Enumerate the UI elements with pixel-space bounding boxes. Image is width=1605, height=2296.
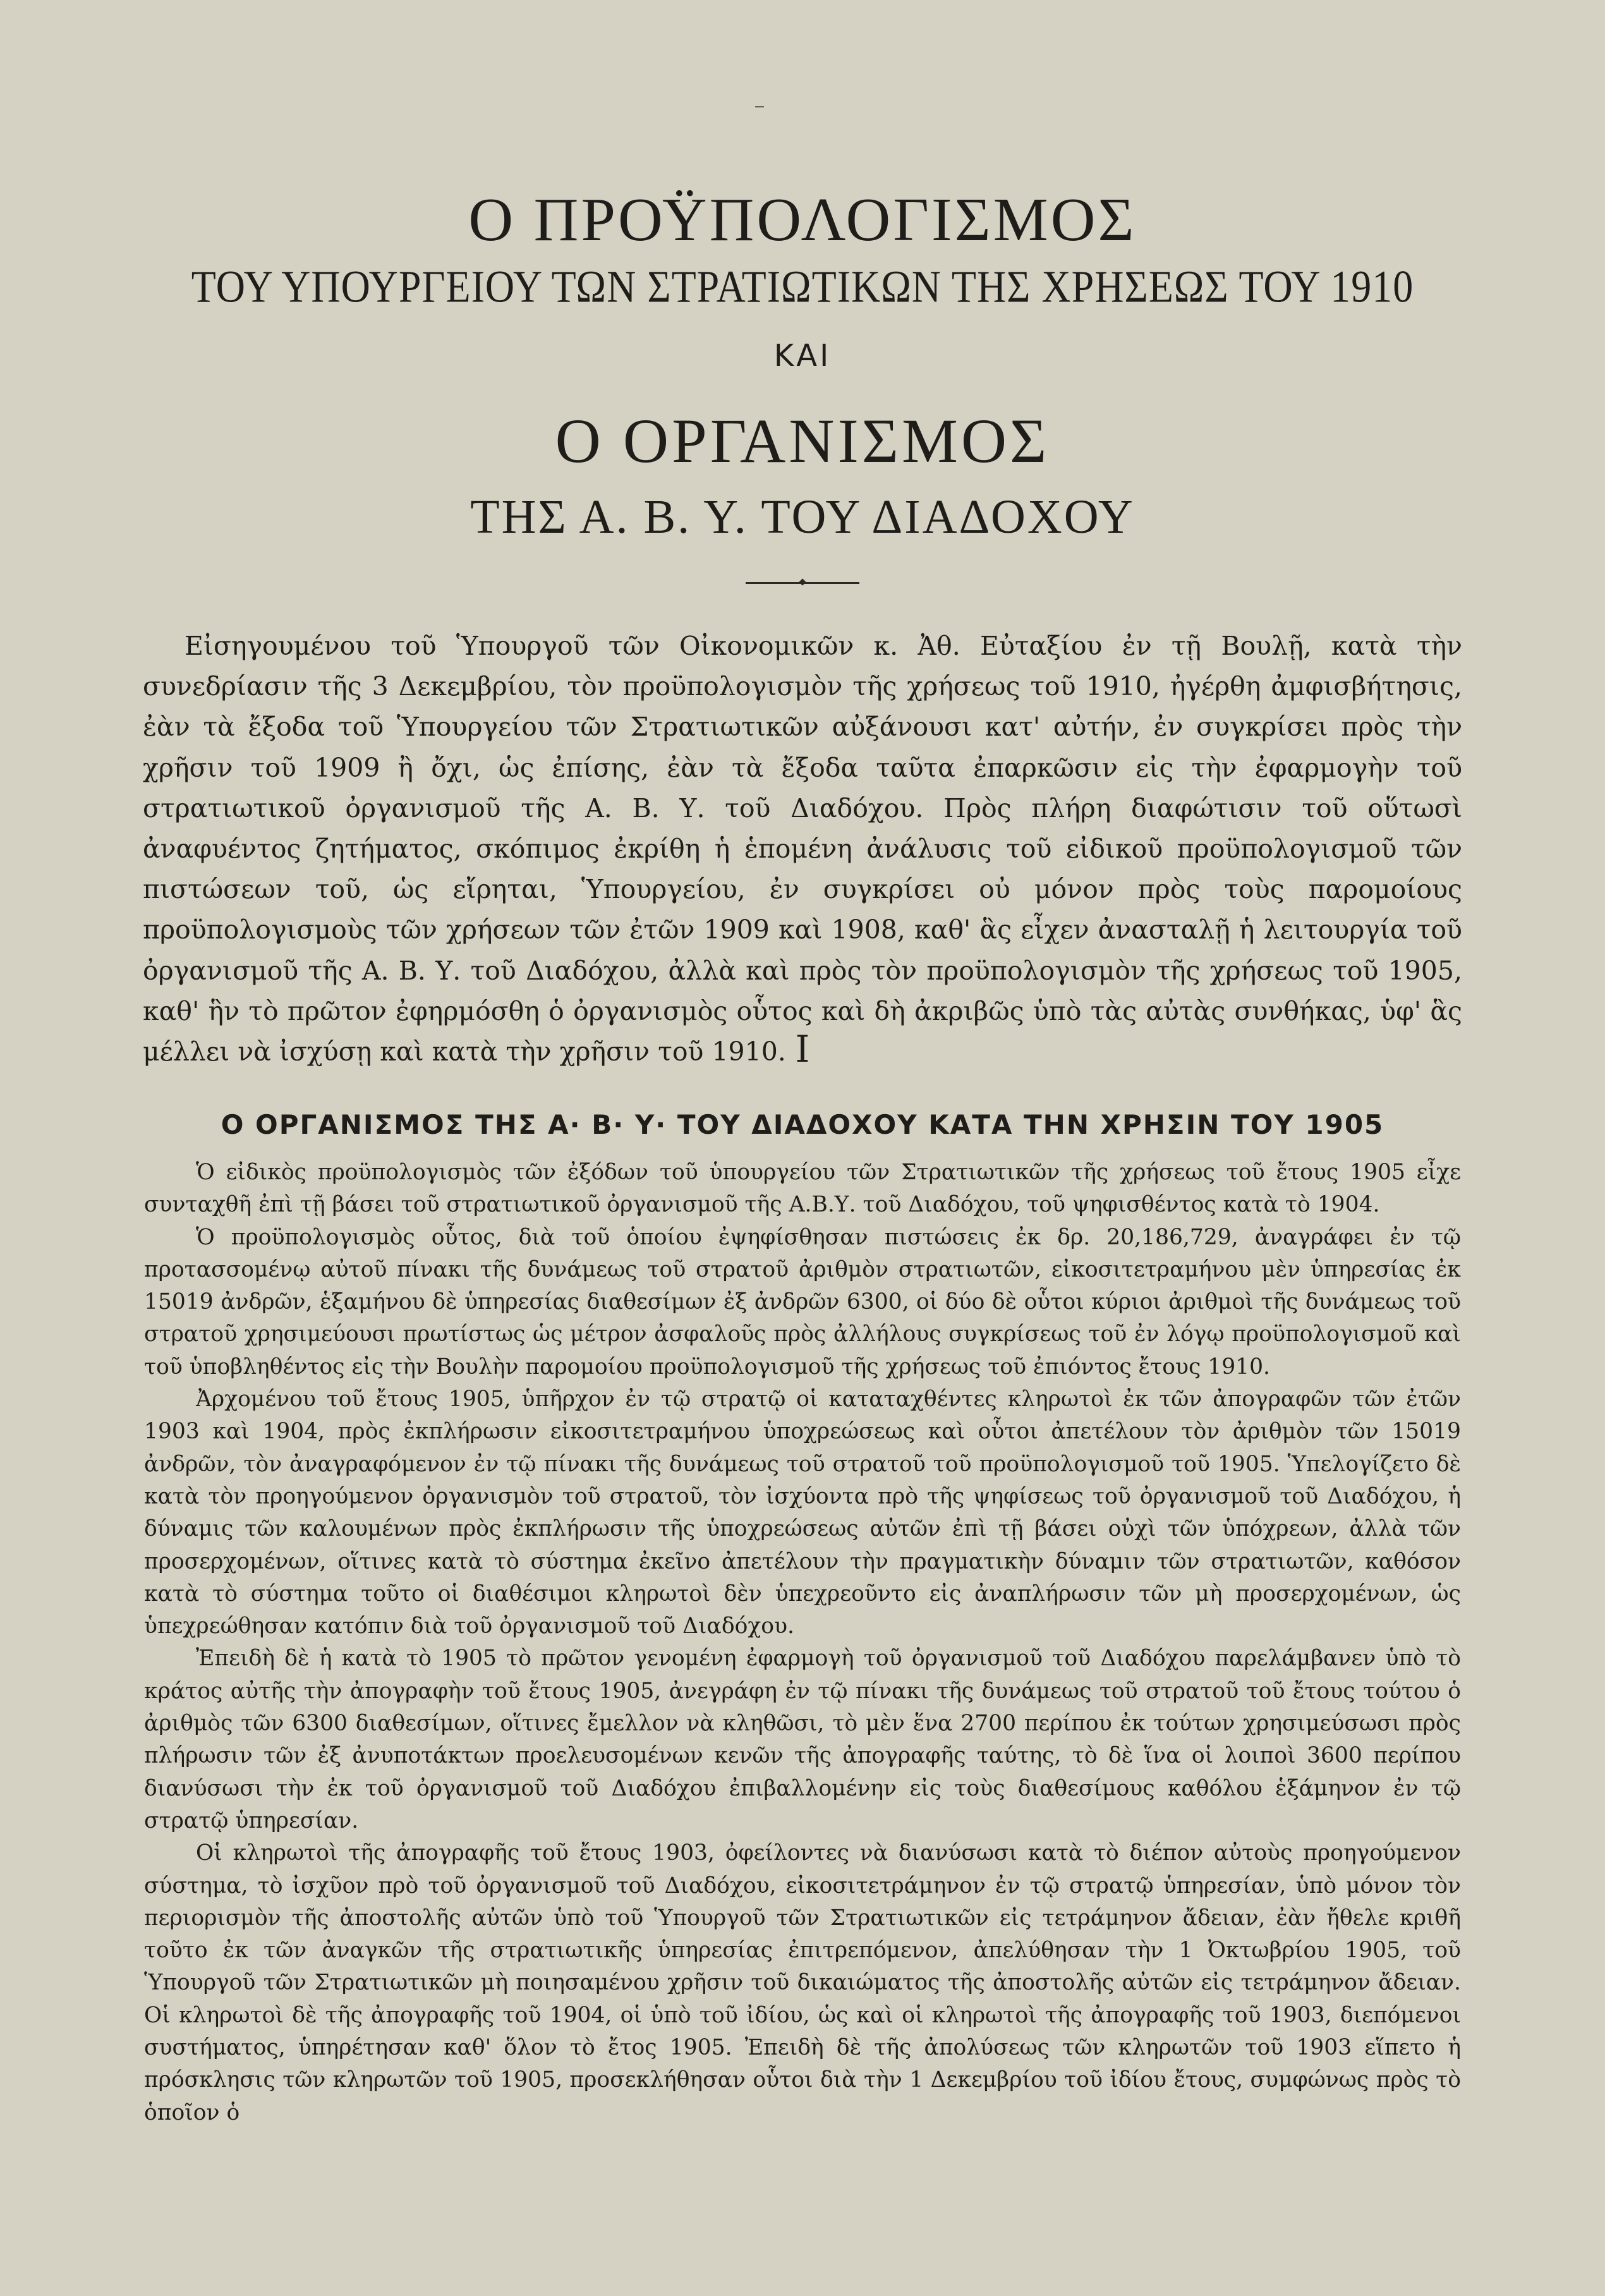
subtitle-ministry: ΤΟΥ ΥΠΟΥΡΓΕΙΟΥ ΤΩΝ ΣΤΡΑΤΙΩΤΙΚΩΝ ΤΗΣ ΧΡΗΣΕΩΣ ΤΟΥ 1910 — [191, 261, 1414, 312]
paragraph: Ὁ εἰδικὸς προϋπολογισμὸς τῶν ἐξόδων τοῦ ὑπουργείου τῶν Στρατιωτικῶν τῆς χρήσεως τοῦ ἔτους 1905 εἶχε συνταχθῆ ἐπὶ τῇ βάσει τοῦ στρατιωτικοῦ ὀργανισμοῦ τῆς Α.Β.Υ. τοῦ Διαδόχου, τοῦ ψηφισθέντος κατὰ τὸ 1904. — [144, 1160, 1461, 1218]
ornamental-divider — [746, 582, 859, 584]
section-number: I — [795, 1028, 810, 1071]
subtitle-crown-prince: ΤΗΣ Α. Β. Υ. ΤΟΥ ΔΙΑΔΟΧΟΥ — [470, 490, 1135, 544]
paragraph: Οἱ κληρωτοὶ τῆς ἀπογραφῆς τοῦ ἔτους 1903, ὀφείλοντες νὰ διανύσωσι κατὰ τὸ διέπον αὐτοὺς προηγούμενον σύστημα, τὸ ἰσχῦον πρὸ τοῦ ὀργανισμοῦ τοῦ Διαδόχου, εἰκοσιτετράμηνον ἐν τῷ στρατῷ ὑπηρεσίαν, ὑπὸ μόνον τὸν περιορισμὸν τῆς ἀποστολῆς αὐτῶν ὑπὸ τοῦ Ὑπουργοῦ τῶν Στρατιωτικῶν εἰς τετράμηνον ἄδειαν, ἐὰν ἤθελε κριθῆ τοῦτο ἐκ τῶν ἀναγκῶν τῆς στρατιωτικῆς ὑπηρεσίας ἐπιτρεπόμενον, ἀπελύθησαν τὴν 1 Ὀκτωβρίου 1905, τοῦ Ὑπουργοῦ τῶν Στρατιωτικῶν μὴ ποιησαμένου χρῆσιν τοῦ δικαιώματος τῆς ἀποστολῆς αὐτῶν εἰς τετράμηνον ἄδειαν. Οἱ κληρωτοὶ δὲ τῆς ἀπογραφῆς τοῦ 1904, οἱ ὑπὸ τοῦ ἰδίου, ὡς καὶ οἱ κληρωτοὶ τῆς ἀπογραφῆς τοῦ 1903, διεπόμενοι συστήματος, ὑπηρέτησαν καθ' ὅλον τὸ ἔτος 1905. Ἐπειδὴ δὲ τῆς ἀπολύσεως τῶν κληρωτῶν τοῦ 1903 εἵπετο ἡ πρόσκλησις τῶν κληρωτῶν τοῦ 1905, προσεκλήθησαν οὗτοι διὰ τὴν 1 Δεκεμβρίου τοῦ ἰδίου ἔτους, συμφώνως πρὸς τὸ ὁποῖον ὁ — [144, 1840, 1461, 2125]
title-budget: Ο ΠΡΟΫΠΟΛΟΓΙΣΜΟΣ — [468, 186, 1137, 254]
paragraph: Ἀρχομένου τοῦ ἔτους 1905, ὑπῆρχον ἐν τῷ στρατῷ οἱ καταταχθέντες κληρωτοὶ ἐκ τῶν ἀπογραφῶν τῶν ἐτῶν 1903 καὶ 1904, πρὸς ἐκπλήρωσιν εἰκοσιτετραμήνου ὑποχρεώσεως καὶ οὗτοι ἀπετέλουν τὸν ἀριθμὸν τῶν 15019 ἀνδρῶν, τὸν ἀναγραφόμενον ἐν τῷ πίνακι τῆς δυνάμεως τοῦ στρατοῦ τοῦ προϋπολογισμοῦ τοῦ 1905. Ὑπελογίζετο δὲ κατὰ τὸν προηγούμενον ὀργανισμὸν τοῦ στρατοῦ, τὸν ἰσχύοντα πρὸ τῆς ψηφίσεως τοῦ ὀργανισμοῦ τοῦ Διαδόχου, ἡ δύναμις τῶν καλουμένων πρὸς ἐκπλήρωσιν τῆς ὑποχρεώσεως αὐτῶν ἐπὶ τῇ βάσει οὐχὶ τῶν ὑπόχρεων, ἀλλὰ τῶν προσερχομένων, οἵτινες κατὰ τὸ σύστημα ἐκεῖνο ἀπετέλουν τὴν πραγματικὴν δύναμιν τῶν στρατιωτῶν, καθόσον κατὰ τὸ σύστημα τοῦτο οἱ διαθέσιμοι κληρωτοὶ δὲν ὑπεχρεοῦντο εἰς ἀναπλήρωσιν τῶν μὴ προσερχομένων, ὡς ὑπεχρεώθησαν κατόπιν διὰ τοῦ ὀργανισμοῦ τοῦ Διαδόχου. — [144, 1387, 1461, 1639]
paragraph: Ὁ προϋπολογισμὸς οὗτος, διὰ τοῦ ὁποίου ἐψηφίσθησαν πιστώσεις ἐκ δρ. 20,186,729, ἀναγράφει ἐν τῷ προτασσομένῳ αὐτοῦ πίνακι τῆς δυνάμεως τοῦ στρατοῦ ἀριθμὸν στρατιωτῶν, εἰκοσιτετραμήνου μὲν ὑπηρεσίας ἐκ 15019 ἀνδρῶν, ἑξαμήνου δὲ ὑπηρεσίας διαθεσίμων ἐξ ἀνδρῶν 6300, οἱ δύο δὲ οὗτοι κύριοι ἀριθμοὶ τῆς δυνάμεως τοῦ στρατοῦ χρησιμεύουσι πρωτίστως ὡς μέτρον ἀσφαλοῦς πρὸς ἀλλήλους συγκρίσεως τοῦ ἐν λόγῳ προϋπολογισμοῦ καὶ τοῦ ὑποβληθέντος εἰς τὴν Βουλὴν παρομοίου προϋπολογισμοῦ τῆς χρήσεως τοῦ ἐπιόντος ἔτους 1910. — [144, 1224, 1461, 1380]
intro-paragraph — [143, 626, 1462, 1072]
intro-text: Εἰσηγουμένου τοῦ Ὑπουργοῦ τῶν Οἰκονομικῶν κ. Ἀθ. Εὐταξίου ἐν τῇ Βουλῇ, κατὰ τὴν συνεδρίασιν τῆς 3 Δεκεμβρίου, τὸν προϋπολογισμὸν τῆς χρήσεως τοῦ 1910, ἠγέρθη ἀμφισβήτησις, ἐὰν τὰ ἔξοδα τοῦ Ὑπουργείου τῶν Στρατιωτικῶν αὐξάνουσι κατ' αὐτήν, ἐν συγκρίσει πρὸς τὴν χρῆσιν τοῦ 1909 ἢ ὄχι, ὡς ἐπίσης, ἐὰν τὰ ἔξοδα ταῦτα ἐπαρκῶσιν εἰς τὴν ἐφαρμογὴν τοῦ στρατιωτικοῦ ὀργανισμοῦ τῆς Α. Β. Υ. τοῦ Διαδόχου. Πρὸς πλήρη διαφώτισιν τοῦ οὕτωσὶ ἀναφυέντος ζητήματος, σκόπιμος ἐκρίθη ἡ ἑπομένη ἀνάλυσις τοῦ εἰδικοῦ προϋπολογισμοῦ τῶν πιστώσεων τοῦ, ὡς εἴρηται, Ὑπουργείου, ἐν συγκρίσει οὐ μόνον πρὸς τοὺς παρομοίους προϋπολογισμοὺς τῶν χρήσεων τῶν ἐτῶν 1909 καὶ 1908, καθ' ἃς εἶχεν ἀνασταλῇ ἡ λειτουργία τοῦ ὀργανισμοῦ τῆς Α. Β. Υ. τοῦ Διαδόχου, ἀλλὰ καὶ πρὸς τὸν προϋπολογισμὸν τῆς χρήσεως τοῦ 1905, καθ' ἣν τὸ πρῶτον ἐφηρμόσθη ὁ ὀργανισμὸς οὗτος καὶ δὴ ἀκριβῶς ὑπὸ τὰς αὐτὰς συνθήκας, ὑφ' ἃς μέλλει νὰ ἰσχύσῃ καὶ κατὰ τὴν χρῆσιν τοῦ 1910. — [143, 631, 1462, 1067]
page-speck — [755, 106, 764, 107]
paragraph: Ἐπειδὴ δὲ ἡ κατὰ τὸ 1905 τὸ πρῶτον γενομένη ἐφαρμογὴ τοῦ ὀργανισμοῦ τοῦ Διαδόχου παρελάμβανεν ὑπὸ τὸ κράτος αὐτῆς τὴν ἀπογραφὴν τοῦ ἔτους 1905, ἀνεγράφη ἐν τῷ πίνακι τῆς δυνάμεως τοῦ στρατοῦ τοῦ ἔτους τούτου ὁ ἀριθμὸς τῶν 6300 διαθεσίμων, οἵτινες ἔμελλον νὰ κληθῶσι, τὸ μὲν ἕνα 2700 περίπου ἐκ τούτων χρησιμεύσωσι πρὸς πλήρωσιν τῶν ἐξ ἀνυποτάκτων προελευσομένων κενῶν τῆς ἀπογραφῆς ταύτης, τὸ δὲ ἵνα οἱ λοιποὶ 3600 περίπου διανύσωσι τὴν ἐκ τοῦ ὀργανισμοῦ τοῦ Διαδόχου ἐπιβαλλομένην εἰς τοὺς διαθεσίμους καθόλου ἑξάμηνον ἐν τῷ στρατῷ ὑπηρεσίαν. — [144, 1646, 1461, 1833]
title-organization: Ο ΟΡΓΑΝΙΣΜΟΣ — [555, 406, 1050, 476]
body-text — [144, 1157, 1461, 2129]
section-title: Ο ΟΡΓΑΝΙΣΜΟΣ ΤΗΣ Α· Β· Υ· ΤΟΥ ΔΙΑΔΟΧΟΥ ΚΑΤΑ ΤΗΝ ΧΡΗΣΙΝ ΤΟΥ 1905 — [221, 1109, 1384, 1140]
title-conjunction: ΚΑΙ — [773, 338, 832, 374]
